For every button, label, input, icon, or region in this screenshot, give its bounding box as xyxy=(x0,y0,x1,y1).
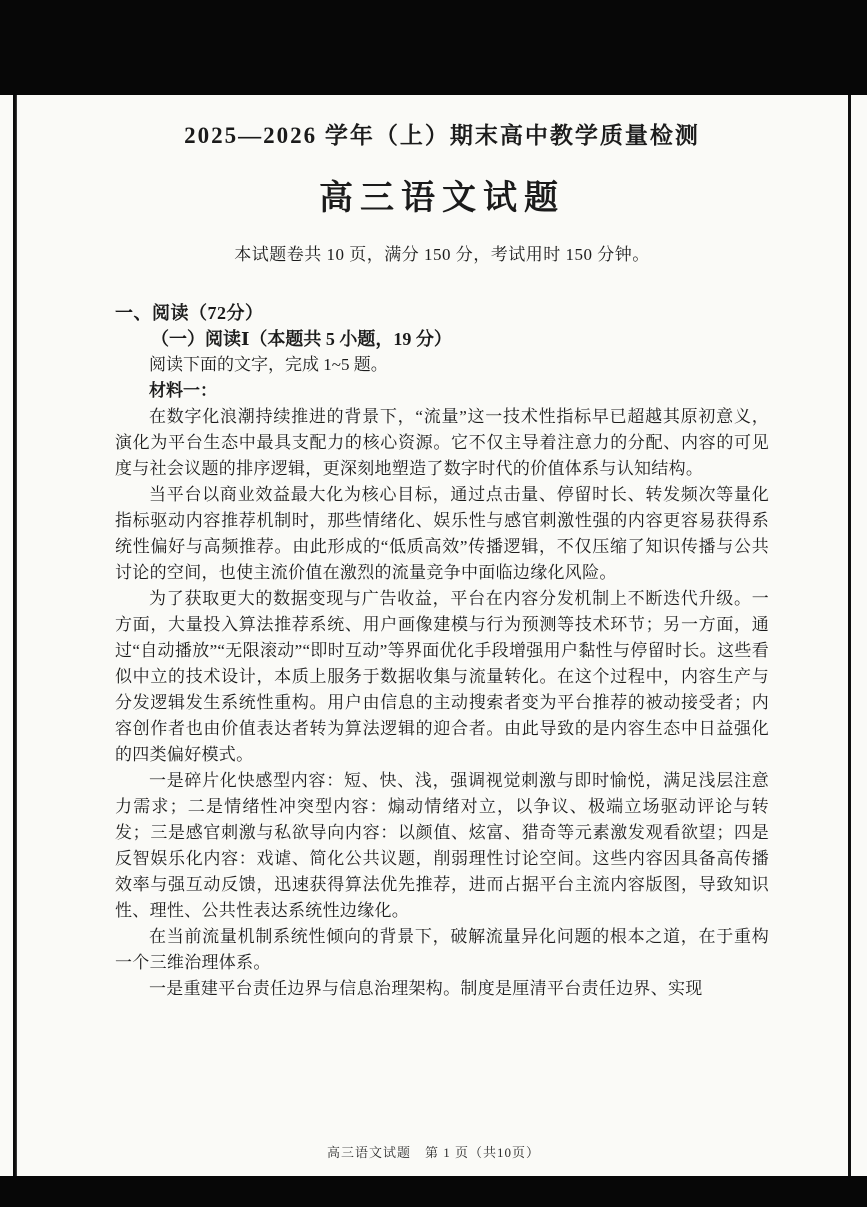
subsection-heading-reading-1: （一）阅读Ⅰ（本题共 5 小题，19 分） xyxy=(151,329,452,349)
exam-main-title: 高三语文试题 xyxy=(319,180,565,217)
page-content xyxy=(0,95,867,1176)
top-scan-bar xyxy=(0,0,867,95)
material-one-label: 材料一： xyxy=(149,381,217,400)
section-heading-reading: 一、阅读（72分） xyxy=(115,303,264,323)
paragraph: 当平台以商业效益最大化为核心目标，通过点击量、停留时长、转发频次等量化指标驱动内容推荐机制时，那些情绪化、娱乐性与感官刺激性强的内容更容易获得系统性偏好与高频推荐。由此形成的“低质高效”传播逻辑，不仅压缩了知识传播与公共讨论的空间，也使主流价值在激烈的流量竞争中面临边缘化风险。 xyxy=(115,485,769,582)
paragraph: 一是碎片化快感型内容：短、快、浅，强调视觉刺激与即时愉悦，满足浅层注意力需求；二是情绪性冲突型内容：煽动情绪对立，以争议、极端立场驱动评论与转发；三是感官刺激与私欲导向内容：以颜值、炫富、猎奇等元素激发观看欲望；四是反智娱乐化内容：戏谑、简化公共议题，削弱理性讨论空间。这些内容因具备高传播效率与强互动反馈，迅速获得算法优先推荐，进而占据平台主流内容版图，导致知识性、理性、公共性表达系统性边缘化。 xyxy=(115,771,769,920)
reading-instruction: 阅读下面的文字，完成 1~5 题。 xyxy=(149,355,388,374)
exam-header-title: 2025—2026 学年（上）期末高中教学质量检测 xyxy=(184,123,700,148)
bottom-scan-bar xyxy=(0,1176,867,1207)
page-footer: 高三语文试题 第 1 页（共10页） xyxy=(326,1145,540,1160)
paragraph: 在当前流量机制系统性倾向的背景下，破解流量异化问题的根本之道，在于重构一个三维治理体系。 xyxy=(115,927,769,972)
exam-subtitle: 本试题卷共 10 页，满分 150 分，考试用时 150 分钟。 xyxy=(234,245,650,264)
paragraph: 在数字化浪潮持续推进的背景下，“流量”这一技术性指标早已超越其原初意义，演化为平台生态中最具支配力的核心资源。它不仅主导着注意力的分配、内容的可见度与社会议题的排序逻辑，更深刻地塑造了数字时代的价值体系与认知结构。 xyxy=(115,407,769,478)
paragraph: 为了获取更大的数据变现与广告收益，平台在内容分发机制上不断迭代升级。一方面，大量投入算法推荐系统、用户画像建模与行为预测等技术环节；另一方面，通过“自动播放”“无限滚动”“即时互动”等界面优化手段增强用户黏性与停留时长。这些看似中立的技术设计，本质上服务于数据收集与流量转化。在这个过程中，内容生产与分发逻辑发生系统性重构。用户由信息的主动搜索者变为平台推荐的被动接受者；内容创作者也由价值表达者转为算法逻辑的迎合者。由此导致的是内容生态中日益强化的四类偏好模式。 xyxy=(115,589,769,764)
paragraph: 一是重建平台责任边界与信息治理架构。制度是厘清平台责任边界、实现 xyxy=(149,979,703,998)
